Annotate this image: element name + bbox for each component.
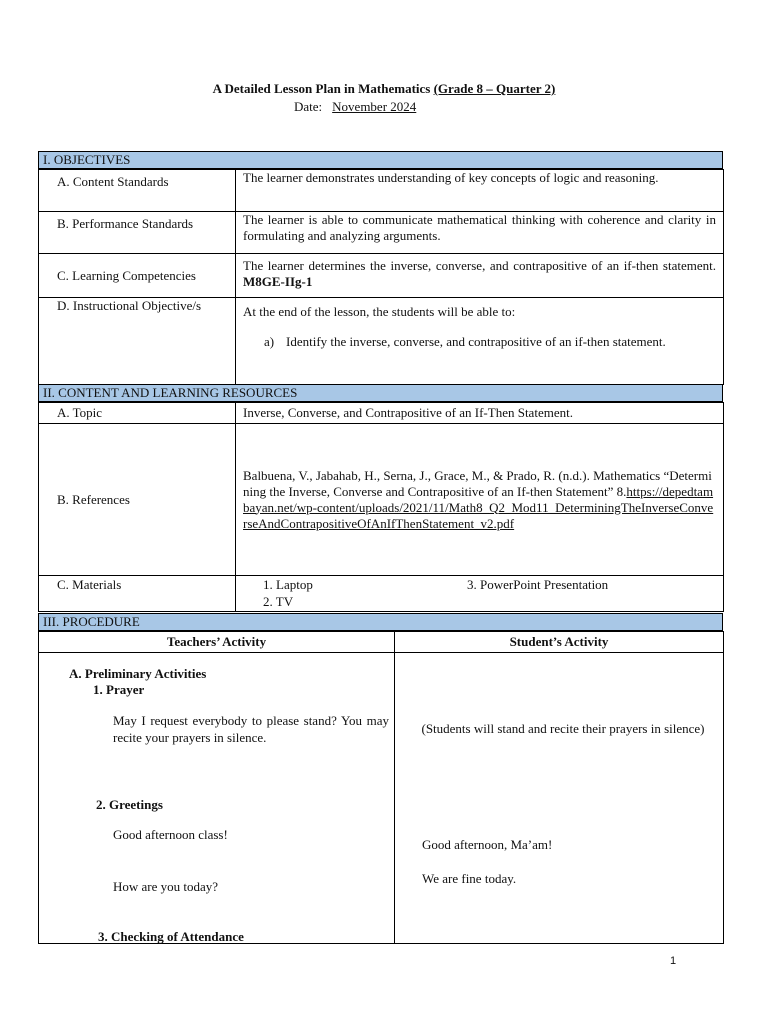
materials-row [39,576,724,612]
materials-list-left [263,576,313,610]
competencies-row [39,254,724,298]
teacher-activity-cell [39,653,395,944]
material-item: 1. Laptop [263,577,313,592]
greet-student-1: Good afternoon, Ma’am! [422,837,553,852]
content-standards-label: A. Content Standards [57,174,169,189]
instructional-row [39,298,724,385]
student-activity-cell [395,653,724,944]
competencies-code: M8GE-IIg-1 [243,274,313,289]
procedure-table [38,631,724,944]
instructional-intro: At the end of the lesson, the students will be able to: [243,304,516,319]
competencies-statement: The learner determines the inverse, converse, and contrapositive of an if-then statement. [243,258,716,273]
topic-row [39,403,724,424]
references-label: B. References [57,491,130,507]
competencies-label: C. Learning Competencies [57,267,196,283]
objectives-section [38,151,723,385]
performance-standards-label: B. Performance Standards [57,216,194,231]
procedure-section [38,613,723,944]
greet-teacher-2: How are you today? [113,879,219,894]
greet-teacher-1: Good afternoon class! [113,827,228,842]
material-item: 3. PowerPoint Presentation [467,577,609,592]
prayer-teacher-text: May I request everybody to please stand? You may recite your prayers in silence. [113,713,389,745]
content-standards-row [39,170,724,212]
material-item: 2. TV [263,594,294,609]
performance-standards-row [39,212,724,254]
instructional-item-marker: a) [264,334,275,349]
content-section [38,384,723,612]
content-standards-text: The learner demonstrates understanding of key concepts of logic and reasoning. [243,170,659,185]
competencies-text [236,254,723,290]
instructional-item [236,320,723,350]
procedure-column-headers [39,632,724,653]
content-header: II. CONTENT AND LEARNING RESOURCES [38,384,723,402]
topic-text: Inverse, Converse, and Contrapositive of an If-Then Statement. [243,405,573,420]
date-line [294,99,416,115]
page-number: 1 [670,955,677,967]
instructional-item-text: Identify the inverse, converse, and contrapositive of an if-then statement. [286,334,666,349]
references-link[interactable]: https://depedtambayan.net/wp-content/uploads/2021/11/Math8_Q2_Mod11_DeterminingTheInverseConverseAndContrapositiveOfAnIfThenStatement_v2.pdf [243,483,714,531]
references-text [236,468,723,532]
content-table [38,402,724,612]
greetings-heading: 2. Greetings [96,797,163,812]
prayer-student-text: (Students will stand and recite their prayers in silence) [421,721,705,736]
prayer-heading: 1. Prayer [93,682,145,697]
prelim-heading: A. Preliminary Activities [69,666,207,681]
document-title [0,81,768,97]
greet-student-2: We are fine today. [422,871,517,886]
title-main: A Detailed Lesson Plan in Mathematics [212,81,434,96]
title-grade: (Grade 8 – Quarter 2) [433,81,556,96]
date-value: November 2024 [332,99,417,114]
references-row [39,424,724,576]
references-citation: Balbuena, V., Jabahab, H., Serna, J., Grace, M., & Prado, R. (n.d.). Mathematics “Determining the Inverse, Converse and Contrapositive of an If-then Statement” 8. [243,467,712,499]
student-column-header: Student’s Activity [395,632,724,653]
procedure-header: III. PROCEDURE [38,613,723,631]
teacher-column-header: Teachers’ Activity [39,632,395,653]
objectives-table [38,169,724,385]
performance-standards-text: The learner is able to communicate mathematical thinking with coherence and clarity in formulating and analyzing arguments. [243,212,716,243]
objectives-header: I. OBJECTIVES [38,151,723,169]
topic-label: A. Topic [57,405,103,420]
procedure-body-row [39,653,724,944]
instructional-label: D. Instructional Objective/s [57,298,202,313]
date-label: Date: [294,99,323,114]
materials-label: C. Materials [57,577,122,592]
attendance-heading: 3. Checking of Attendance [98,929,244,944]
